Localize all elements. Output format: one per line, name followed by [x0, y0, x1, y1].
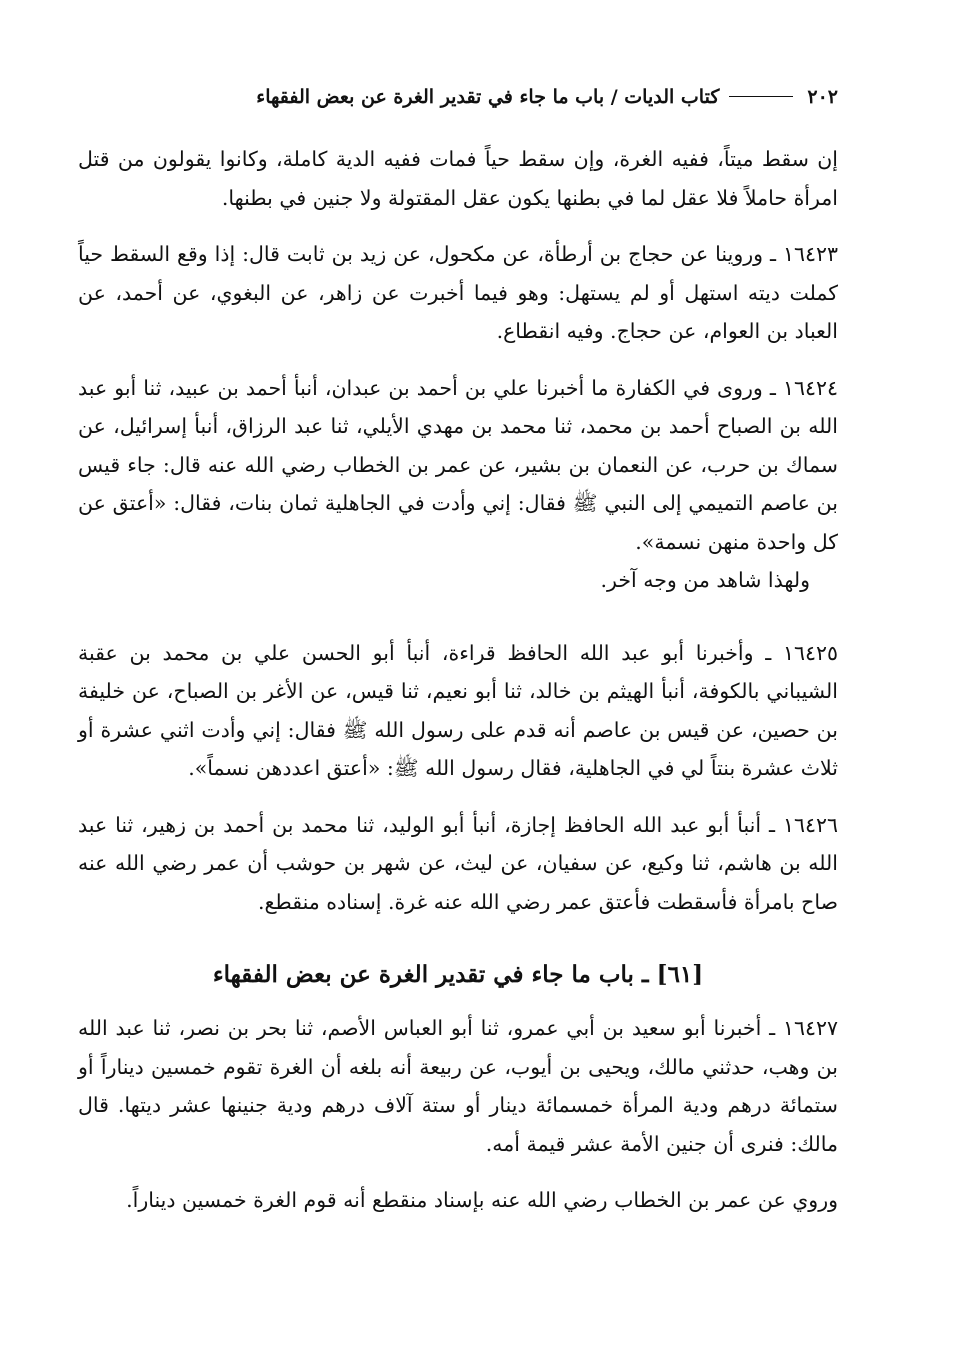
paragraph-shahid: ولهذا شاهد من وجه آخر. — [600, 568, 810, 592]
page-number: ٢٠٢ — [807, 86, 838, 108]
running-header — [78, 86, 838, 120]
paragraph-16426: ١٦٤٢٦ ـ أنبأ أبو عبد الله الحافظ إجازة، أنبأ أبو الوليد، ثنا محمد بن أحمد بن زهير، ثنا عبد الله بن هاشم، ثنا وكيع، عن سفيان، عن ليث، عن شهر بن حوشب أن عمر رضي الله عنه صاح بامرأة فأسقطت فأعتق عمر رضي الله عنه غرة. إسناده منقطع. — [78, 812, 838, 914]
paragraph-umar-report: وروي عن عمر بن الخطاب رضي الله عنه بإسناد منقطع أنه قوم الغرة خمسين ديناراً. — [126, 1188, 838, 1212]
paragraph-16424: ١٦٤٢٤ ـ وروى في الكفارة ما أخبرنا علي بن أحمد بن عبدان، أنبأ أحمد بن عبيد، ثنا أبو عبد الله بن الصباح أحمد بن محمد، ثنا محمد بن مهدي الأيلي، ثنا عبد الرزاق، أنبأ إسرائيل، عن سماك بن حرب، عن النعمان بن بشير، عن عمر بن الخطاب رضي الله عنه قال: جاء قيس بن عاصم التميمي إلى النبي ﷺ فقال: إني وأدت في الجاهلية ثمان بنات، فقال: «أعتق عن كل واحدة منهن نسمة». — [78, 375, 838, 554]
paragraph-continuation: إن سقط ميتاً، ففيه الغرة، وإن سقط حياً فمات ففيه الدية كاملة، وكانوا يقولون من قتل امرأة حاملاً فلا عقل لما في بطنها يكون عقل المقتولة ولا جنين في بطنها. — [78, 147, 838, 210]
paragraph-16425: ١٦٤٢٥ ـ وأخبرنا أبو عبد الله الحافظ قراءة، أنبأ أبو الحسن علي بن محمد بن عقبة الشيباني بالكوفة، أنبأ الهيثم بن خالد، ثنا أبو نعيم، ثنا قيس، عن الأغر بن الصباح، عن خليفة بن حصين، عن قيس بن عاصم أنه قدم على رسول الله ﷺ فقال: إني وأدت اثني عشرة أو ثلاث عشرة بنتاً لي في الجاهلية، فقال رسول الله ﷺ: «أعتق اعددهن نسماً». — [78, 640, 838, 780]
paragraph-16423: ١٦٤٢٣ ـ وروينا عن حجاج بن أرطأة، عن مكحول، عن زيد بن ثابت قال: إذا وقع السقط حياً كملت ديته استهل أو لم يستهل: وهو فيما أخبرت عن زاهر، عن البغوي، عن أحمد، عن العباد بن العوام، عن حجاج. وفيه انقطاع. — [78, 242, 838, 343]
header-rule — [729, 96, 793, 97]
book-page — [78, 86, 838, 1220]
running-title: كتاب الديات / باب ما جاء في تقدير الغرة عن بعض الفقهاء — [256, 86, 720, 108]
paragraph-16427: ١٦٤٢٧ ـ أخبرنا أبو سعيد بن أبي عمرو، ثنا أبو العباس الأصم، ثنا بحر بن نصر، ثنا عبد الله بن وهب، حدثني مالك، ويحيى بن أيوب، عن ربيعة أنه بلغه أن الغرة تقوم خمسين ديناراً أو ستمائة درهم ودية المرأة خمسمائة دينار أو ستة آلاف درهم ودية جنينها عشر ديتها. قال مالك: فنرى أن جنين الأمة عشر قيمة أمه. — [78, 1016, 838, 1156]
section-heading: [٦١] ـ باب ما جاء في تقدير الغرة عن بعض الفقهاء — [212, 961, 704, 988]
